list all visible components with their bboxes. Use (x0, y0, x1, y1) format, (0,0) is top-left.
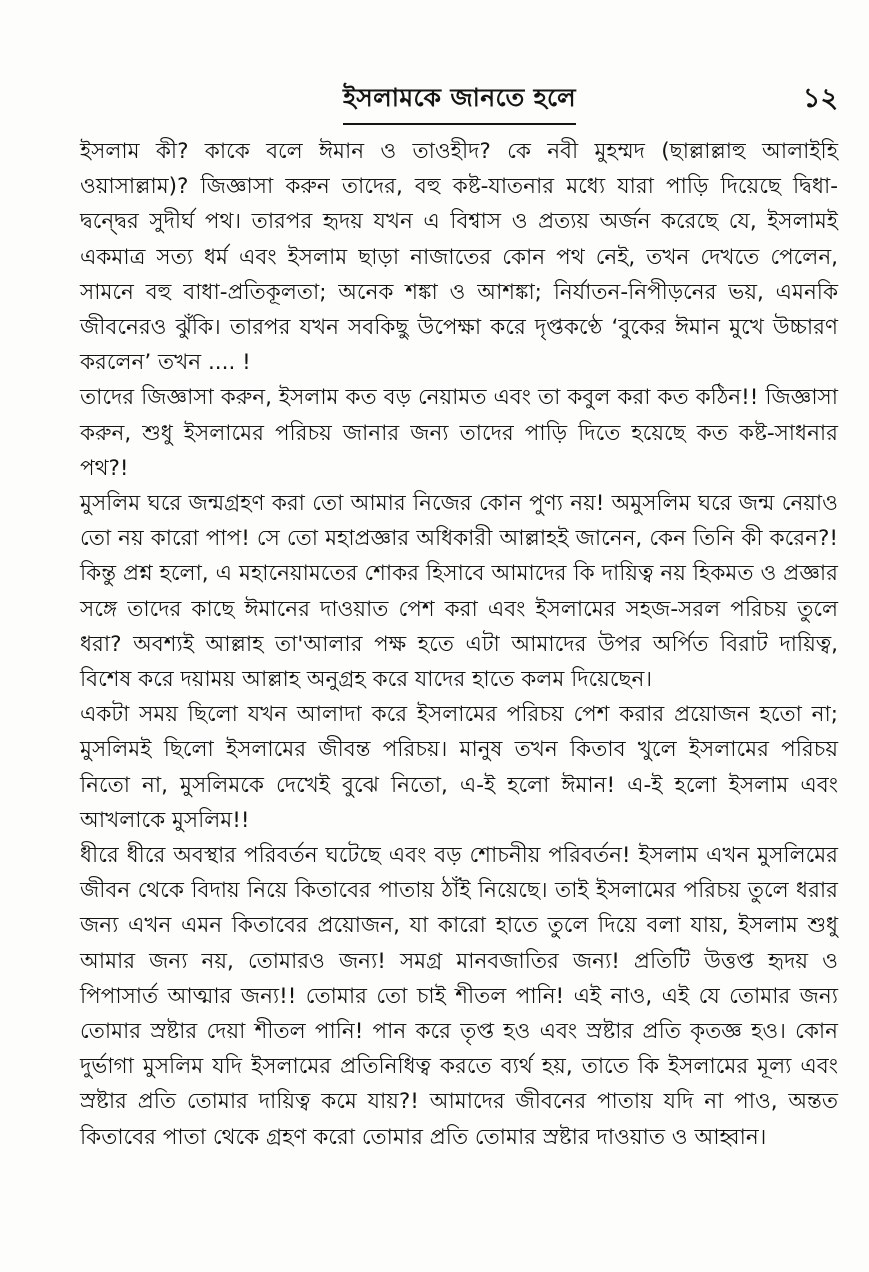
running-title: ইসলামকে জানতে হলে (343, 78, 576, 125)
paragraph: একটা সময় ছিলো যখন আলাদা করে ইসলামের পরিচয় পেশ করার প্রয়োজন হতো না; মুসলিমই ছিলো ইসলামের জীবন্ত পরিচয়। মানুষ তখন কিতাব খুলে ইসলামের পরিচয় নিতো না, মুসলিমকে দেখেই বুঝে নিতো, এ-ই হলো ঈমান! এ-ই হলো ইসলাম এবং আখলাকে মুসলিম!! (80, 702, 838, 833)
paragraph: তাদের জিজ্ঞাসা করুন, ইসলাম কত বড় নেয়ামত এবং তা কবুল করা কত কঠিন!! জিজ্ঞাসা করুন, শুধু ইসলামের পরিচয় জানার জন্য তাদের পাড়ি দিতে হয়েছে কত কষ্ট-সাধনার পথ?! (80, 385, 838, 481)
page-header (78, 78, 838, 118)
body-text (80, 134, 838, 1155)
paragraph: মুসলিম ঘরে জন্মগ্রহণ করা তো আমার নিজের কোন পুণ্য নয়! অমুসলিম ঘরে জন্ম নেয়াও তো নয় কারো পাপ! সে তো মহাপ্রজ্ঞার অধিকারী আল্লাহই জানেন, কেন তিনি কী করেন?! কিন্তু প্রশ্ন হলো, এ মহানেয়ামতের শোকর হিসাবে আমাদের কি দায়িত্ব নয় হিকমত ও প্রজ্ঞার সঙ্গে তাদের কাছে ঈমানের দাওয়াত পেশ করা এবং ইসলামের সহজ-সরল পরিচয় তুলে ধরা? অবশ্যই আল্লাহ তা'আলার পক্ষ হতে এটা আমাদের উপর অর্পিত বিরাট দায়িত্ব, বিশেষ করে দয়াময় আল্লাহ অনুগ্রহ করে যাদের হাতে কলম দিয়েছেন। (80, 491, 838, 693)
page-number: ১২ (802, 83, 838, 114)
paragraph: ইসলাম কী? কাকে বলে ঈমান ও তাওহীদ? কে নবী মুহম্মদ (ছাল্লাল্লাহু আলাইহি ওয়াসাল্লাম)? জিজ্ঞাসা করুন তাদের, বহু কষ্ট-যাতনার মধ্যে যারা পাড়ি দিয়েছে দ্বিধা-দ্বন্দ্বের সুদীর্ঘ পথ। তারপর হৃদয় যখন এ বিশ্বাস ও প্রত্যয় অর্জন করেছে যে, ইসলামই একমাত্র সত্য ধর্ম এবং ইসলাম ছাড়া নাজাতের কোন পথ নেই, তখন দেখতে পেলেন, সামনে বহু বাধা-প্রতিকূলতা; অনেক শঙ্কা ও আশঙ্কা; নির্যাতন-নিপীড়নের ভয়, এমনকি জীবনেরও ঝুঁকি। তারপর যখন সবকিছু উপেক্ষা করে দৃপ্তকণ্ঠে ‘বুকের ঈমান মুখে উচ্চারণ করলেন’ তখন .... ! (80, 139, 838, 376)
paragraph: ধীরে ধীরে অবস্থার পরিবর্তন ঘটেছে এবং বড় শোচনীয় পরিবর্তন! ইসলাম এখন মুসলিমের জীবন থেকে বিদায় নিয়ে কিতাবের পাতায় ঠাঁই নিয়েছে। তাই ইসলামের পরিচয় তুলে ধরার জন্য এখন এমন কিতাবের প্রয়োজন, যা কারো হাতে তুলে দিয়ে বলা যায়, ইসলাম শুধু আমার জন্য নয়, তোমারও জন্য! সমগ্র মানবজাতির জন্য! প্রতিটি উত্তপ্ত হৃদয় ও পিপাসার্ত আত্মার জন্য!! তোমার তো চাই শীতল পানি! এই নাও, এই যে তোমার জন্য তোমার স্রষ্টার দেয়া শীতল পানি! পান করে তৃপ্ত হও এবং স্রষ্টার প্রতি কৃতজ্ঞ হও। কোন দুর্ভাগা মুসলিম যদি ইসলামের প্রতিনিধিত্ব করতে ব্যর্থ হয়, তাতে কি ইসলামের মূল্য এবং স্রষ্টার প্রতি তোমার দায়িত্ব কমে যায়?! আমাদের জীবনের পাতায় যদি না পাও, অন্তত কিতাবের পাতা থেকে গ্রহণ করো তোমার প্রতি তোমার স্রষ্টার দাওয়াত ও আহ্বান। (80, 843, 838, 1150)
